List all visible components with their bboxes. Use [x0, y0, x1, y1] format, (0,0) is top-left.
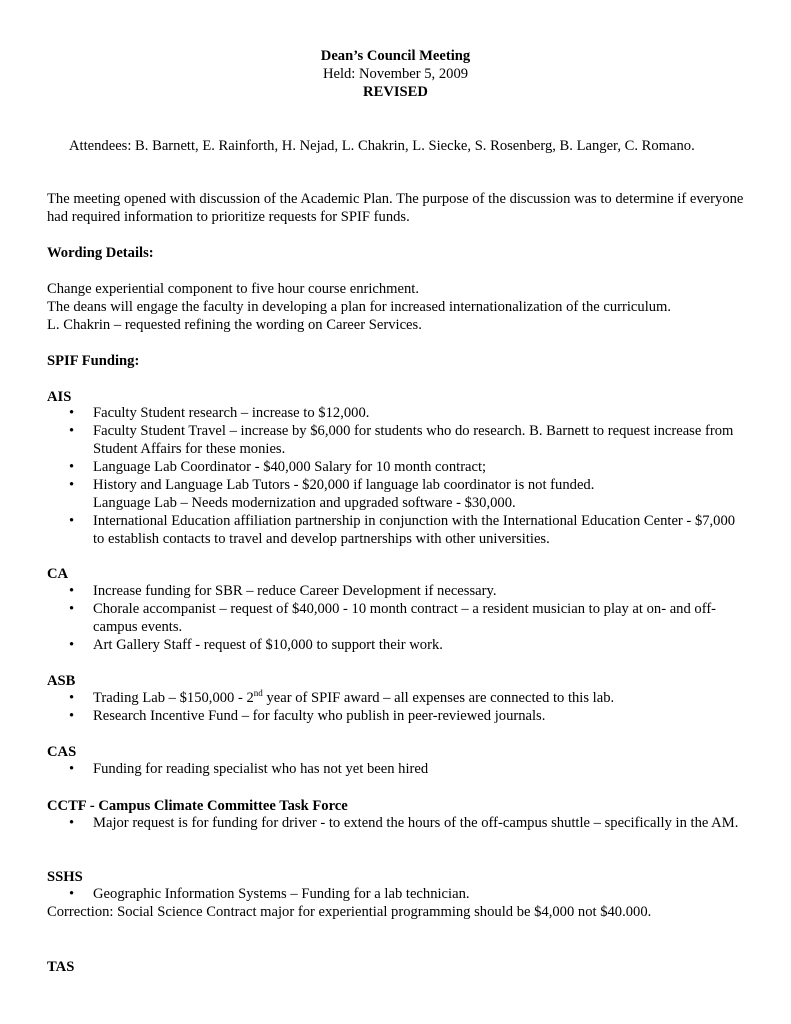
bullet-icon: •	[69, 477, 75, 493]
list-item: • Language Lab Coordinator - $40,000 Salary for 10 month contract;	[69, 459, 487, 475]
correction-note: Correction: Social Science Contract major for experiential programming should be $4,000 not $40.000.	[47, 904, 652, 920]
list-item: • Trading Lab – $150,000 - 2nd year of SPIF award – all expenses are connected to this lab.	[69, 688, 615, 706]
tas-heading: TAS	[47, 959, 75, 975]
bullet-icon: •	[69, 459, 75, 475]
sshs-list	[47, 885, 747, 903]
ais-heading: AIS	[47, 389, 72, 405]
sshs-heading: SSHS	[47, 869, 83, 885]
bullet-icon: •	[69, 886, 75, 902]
spif-funding-heading: SPIF Funding:	[47, 353, 140, 369]
list-item: • Art Gallery Staff - request of $10,000 to support their work.	[69, 637, 443, 653]
ca-list	[47, 582, 747, 654]
list-item: • History and Language Lab Tutors - $20,000 if language lab coordinator is not funded. Language Lab – Needs modernization and upgraded software - $30,000.	[69, 477, 595, 511]
revised-label: REVISED	[363, 84, 428, 100]
list-item: • Geographic Information Systems – Funding for a lab technician.	[69, 886, 470, 902]
meeting-date: Held: November 5, 2009	[322, 66, 469, 82]
bullet-icon: •	[69, 513, 75, 529]
list-item: • Faculty Student Travel – increase by $6,000 for students who do research. B. Barnett to request increase from Student Affairs for these monies.	[69, 423, 734, 457]
bullet-icon: •	[69, 637, 75, 653]
bullet-icon: •	[69, 761, 75, 777]
ais-list	[47, 404, 747, 548]
intro-paragraph: The meeting opened with discussion of the Academic Plan. The purpose of the discussion was to determine if everyone had required information to prioritize requests for SPIF funds.	[47, 191, 744, 225]
list-item: • Funding for reading specialist who has not yet been hired	[69, 761, 429, 777]
cas-heading: CAS	[47, 744, 77, 760]
bullet-icon: •	[69, 708, 75, 724]
cctf-heading: CCTF - Campus Climate Committee Task Force	[47, 798, 348, 814]
asb-list	[47, 689, 747, 725]
list-item: • Increase funding for SBR – reduce Career Development if necessary.	[69, 583, 497, 599]
cctf-list	[47, 814, 747, 832]
wording-details-heading: Wording Details:	[47, 245, 154, 261]
wording-details-lines	[47, 280, 747, 334]
document-header	[0, 47, 791, 101]
bullet-icon: •	[69, 815, 75, 831]
list-item: • International Education affiliation partnership in conjunction with the International Education Center - $7,000 to establish contacts to travel and develop partnerships with other universities.	[69, 513, 736, 547]
list-item: • Research Incentive Fund – for faculty who publish in peer-reviewed journals.	[69, 708, 546, 724]
cas-list	[47, 760, 747, 778]
wording-line: Change experiential component to five hour course enrichment.	[47, 281, 420, 297]
wording-line: L. Chakrin – requested refining the wording on Career Services.	[47, 317, 422, 333]
meeting-title: Dean’s Council Meeting	[320, 48, 471, 64]
attendees-paragraph: Attendees: B. Barnett, E. Rainforth, H. Nejad, L. Chakrin, L. Siecke, S. Rosenberg, B. Langer, C. Romano.	[69, 138, 695, 154]
bullet-icon: •	[69, 690, 75, 706]
list-item: • Major request is for funding for driver - to extend the hours of the off-campus shuttle – specifically in the AM.	[69, 815, 739, 831]
bullet-icon: •	[69, 601, 75, 617]
ca-heading: CA	[47, 566, 69, 582]
bullet-icon: •	[69, 405, 75, 421]
bullet-icon: •	[69, 423, 75, 439]
asb-heading: ASB	[47, 673, 76, 689]
list-item: • Faculty Student research – increase to $12,000.	[69, 405, 370, 421]
bullet-icon: •	[69, 583, 75, 599]
wording-line: The deans will engage the faculty in developing a plan for increased internationalization of the curriculum.	[47, 299, 672, 315]
list-item: • Chorale accompanist – request of $40,000 - 10 month contract – a resident musician to play at on- and off-campus events.	[69, 601, 717, 635]
